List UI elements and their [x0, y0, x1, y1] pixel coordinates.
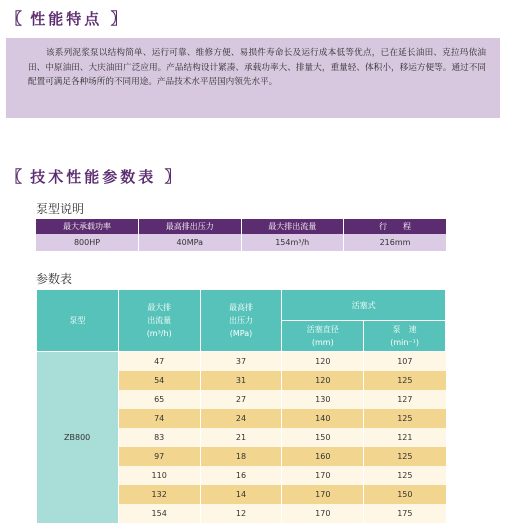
pump-header-row — [36, 219, 446, 234]
flow-cell: 154 — [118, 504, 200, 523]
speed-cell: 125 — [364, 371, 446, 390]
diameter-cell: 150 — [282, 428, 364, 447]
pressure-cell: 24 — [200, 409, 282, 428]
flow-cell: 110 — [118, 466, 200, 485]
speed-cell: 107 — [364, 352, 446, 372]
flow-cell: 54 — [118, 371, 200, 390]
model-cell: ZB800 — [37, 352, 119, 524]
pressure-cell: 31 — [200, 371, 282, 390]
header-max-pressure: 最高排出压力 — [139, 219, 242, 234]
header-piston: 活塞式 — [282, 290, 446, 321]
diameter-cell: 160 — [282, 447, 364, 466]
bracket-right: 〗 — [110, 9, 127, 28]
table-row — [37, 352, 446, 372]
flow-cell: 83 — [118, 428, 200, 447]
pressure-cell: 37 — [200, 352, 282, 372]
speed-cell: 175 — [364, 504, 446, 523]
speed-cell: 127 — [364, 390, 446, 409]
header-flow-line2: 出流量 — [147, 316, 172, 325]
header-pressure — [200, 290, 282, 352]
value-stroke: 216mm — [344, 234, 447, 251]
features-title-text: 性能特点 — [30, 10, 103, 28]
flow-cell: 97 — [118, 447, 200, 466]
bracket-left: 〖 — [6, 9, 23, 28]
value-max-pressure: 40MPa — [139, 234, 242, 251]
value-max-flow: 154m³/h — [241, 234, 344, 251]
header-stroke: 行 程 — [344, 219, 447, 234]
speed-cell: 150 — [364, 485, 446, 504]
pressure-cell: 21 — [200, 428, 282, 447]
specs-title — [6, 164, 181, 187]
diameter-cell: 170 — [282, 485, 364, 504]
params-body — [37, 352, 446, 524]
pressure-cell: 12 — [200, 504, 282, 523]
header-max-power: 最大承载功率 — [36, 219, 139, 234]
pressure-cell: 16 — [200, 466, 282, 485]
diameter-cell: 170 — [282, 466, 364, 485]
pump-type-table — [36, 219, 446, 251]
params-title: 参数表 — [36, 272, 73, 286]
speed-cell: 121 — [364, 428, 446, 447]
bracket-right: 〗 — [164, 167, 181, 186]
diameter-cell: 120 — [282, 352, 364, 372]
params-table — [36, 289, 446, 523]
pressure-cell: 27 — [200, 390, 282, 409]
header-speed-unit: (min⁻¹) — [390, 338, 419, 347]
header-model: 泵型 — [37, 290, 119, 352]
speed-cell: 125 — [364, 447, 446, 466]
flow-cell: 132 — [118, 485, 200, 504]
pressure-cell: 18 — [200, 447, 282, 466]
header-flow — [118, 290, 200, 352]
flow-cell: 47 — [118, 352, 200, 372]
diameter-cell: 140 — [282, 409, 364, 428]
speed-cell: 125 — [364, 409, 446, 428]
features-description: 该系列泥浆泵以结构简单、运行可靠、维修方便、易损件寿命长及运行成本低等优点，已在延长油田、克拉玛依油田、中原油田、大庆油田广泛应用。产品结构设计紧凑、承载功率大、排量大，重量轻、体积小，移运方便等。通过不同配置可满足各种场所的不同用途。产品技术水平居国内领先水平。 — [6, 38, 500, 118]
flow-cell: 74 — [118, 409, 200, 428]
value-max-power: 800HP — [36, 234, 139, 251]
header-flow-unit: (m³/h) — [146, 329, 172, 338]
header-pressure-line2: 出压力 — [228, 316, 253, 325]
specs-title-text: 技术性能参数表 — [30, 168, 157, 186]
pump-type-title: 泵型说明 — [36, 202, 85, 216]
speed-cell: 125 — [364, 466, 446, 485]
header-pressure-line1: 最高排 — [228, 303, 253, 312]
features-title — [6, 6, 127, 29]
diameter-cell: 170 — [282, 504, 364, 523]
bracket-left: 〖 — [6, 167, 23, 186]
header-diameter — [282, 321, 364, 352]
pump-value-row — [36, 234, 446, 251]
diameter-cell: 130 — [282, 390, 364, 409]
flow-cell: 65 — [118, 390, 200, 409]
header-speed-label: 泵 速 — [392, 325, 417, 334]
header-max-flow: 最大排出流量 — [241, 219, 344, 234]
pressure-cell: 14 — [200, 485, 282, 504]
params-header-row-1 — [37, 290, 446, 321]
header-speed — [364, 321, 446, 352]
diameter-cell: 120 — [282, 371, 364, 390]
header-flow-line1: 最大排 — [147, 303, 172, 312]
header-diameter-label: 活塞直径 — [306, 325, 339, 334]
header-pressure-unit: (MPa) — [229, 329, 253, 338]
header-diameter-unit: (mm) — [311, 338, 334, 347]
